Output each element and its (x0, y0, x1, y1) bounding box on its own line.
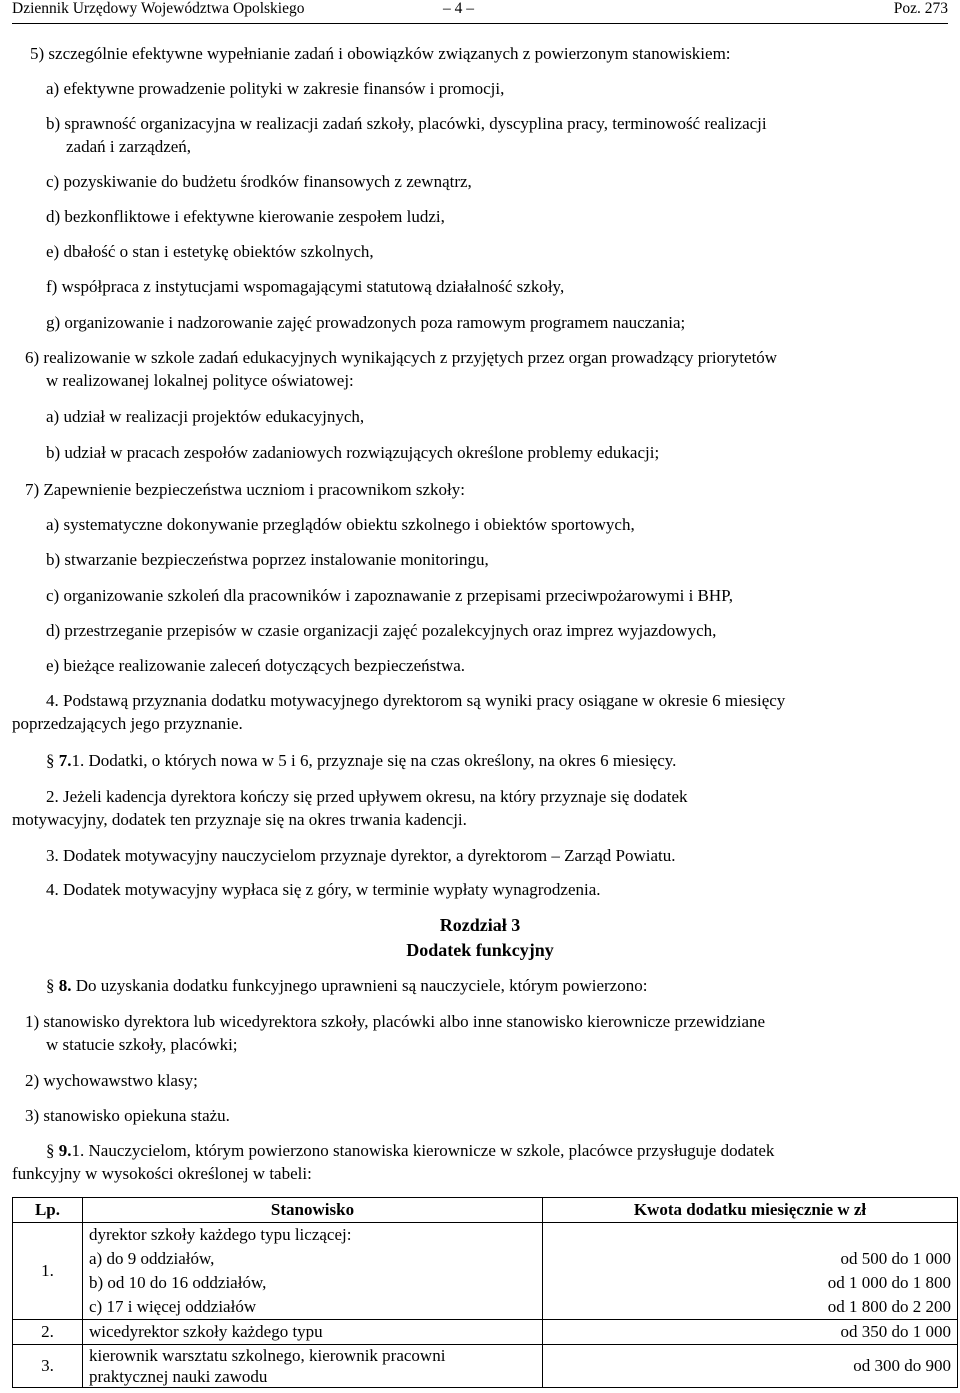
sub-item-5a: a) efektywne prowadzenie polityki w zakresie finansów i promocji, (46, 79, 505, 98)
section-8-number: 8. (58, 976, 72, 995)
section-9-number: 9. (58, 1141, 72, 1160)
header-lp: Lp. (13, 1198, 83, 1223)
paragraph-item-6-continued: w realizowanej lokalnej polityce oświatowej: (46, 371, 354, 390)
section-8-paragraph (46, 976, 647, 996)
sub-item-5c: c) pozyskiwanie do budżetu środków finansowych z zewnątrz, (46, 172, 472, 191)
section-8-text: Do uzyskania dodatku funkcyjnego uprawnieni są nauczyciele, którym powierzono: (75, 976, 648, 995)
section-symbol: § (46, 751, 59, 770)
row-2-lp: 2. (13, 1320, 83, 1345)
row-1-position-line: b) od 10 do 16 oddziałów, (89, 1273, 267, 1292)
section-7-2-continued: motywacyjny, dodatek ten przyznaje się na okres trwania kadencji. (12, 810, 467, 829)
section-4-paragraph-continued: poprzedzających jego przyznanie. (12, 714, 243, 733)
table-row (13, 1345, 958, 1388)
section-9-paragraph (46, 1141, 774, 1161)
row-1-position-line: a) do 9 oddziałów, (89, 1249, 215, 1268)
paragraph-item-7: 7) Zapewnienie bezpieczeństwa uczniom i pracownikom szkoły: (25, 480, 465, 499)
sub-item-7b: b) stwarzanie bezpieczeństwa poprzez instalowanie monitoringu, (46, 550, 489, 569)
sub-item-7d: d) przestrzeganie przepisów w czasie organizacji zajęć pozalekcyjnych oraz imprez wyjazdowych, (46, 621, 717, 640)
sub-item-6b: b) udział w pracach zespołów zadaniowych rozwiązujących określone problemy edukacji; (46, 443, 660, 462)
section-9-1-text: 1. Nauczycielom, którym powierzono stanowiska kierownicze w szkole, placówce przysługuje dodatek (71, 1141, 775, 1160)
section-9-continued: funkcyjny w wysokości określonej w tabeli: (12, 1164, 312, 1183)
position-number: Poz. 273 (893, 0, 948, 17)
sub-item-5b-continued: zadań i zarządzeń, (66, 137, 192, 156)
sub-item-5b: b) sprawność organizacyjna w realizacji zadań szkoły, placówki, dyscyplina pracy, terminowość realizacji (46, 114, 767, 133)
section-8-item-3: 3) stanowisko opiekuna stażu. (25, 1106, 230, 1125)
row-1-position (83, 1223, 543, 1320)
allowance-table (12, 1197, 958, 1388)
table-row (13, 1320, 958, 1345)
sub-item-5e: e) dbałość o stan i estetykę obiektów szkolnych, (46, 242, 374, 261)
row-1-amount-line: od 1 800 do 2 200 (827, 1297, 951, 1316)
paragraph-item-6: 6) realizowanie w szkole zadań edukacyjnych wynikających z przyjętych przez organ prowadzący priorytetów (25, 348, 778, 367)
header-amount: Kwota dodatku miesięcznie w zł (543, 1198, 958, 1223)
journal-title: Dziennik Urzędowy Województwa Opolskiego (12, 0, 305, 17)
table-header-row (13, 1198, 958, 1223)
section-7-1-text: 1. Dodatki, o których nowa w 5 i 6, przyznaje się na czas określony, na okres 6 miesięcy. (71, 751, 677, 770)
row-1-amount (543, 1223, 958, 1320)
paragraph-item-5: 5) szczególnie efektywne wypełnianie zadań i obowiązków związanych z powierzonym stanowiskiem: (30, 44, 731, 63)
section-8-item-2: 2) wychowawstwo klasy; (25, 1071, 198, 1090)
row-3-position-line: praktycznej nauki zawodu (89, 1367, 268, 1386)
row-1-amount-line: od 500 do 1 000 (840, 1249, 951, 1268)
sub-item-5f: f) współpraca z instytucjami wspomagającymi statutową działalność szkoły, (46, 277, 565, 296)
table-row (13, 1223, 958, 1320)
row-3-position (83, 1345, 543, 1388)
sub-item-5d: d) bezkonfliktowe i efektywne kierowanie zespołem ludzi, (46, 207, 445, 226)
chapter-number: Rozdział 3 (439, 915, 521, 935)
page-header (12, 0, 948, 24)
sub-item-7e: e) bieżące realizowanie zaleceń dotyczących bezpieczeństwa. (46, 656, 466, 675)
row-1-position-line: dyrektor szkoły każdego typu liczącej: (89, 1225, 352, 1244)
sub-item-5g: g) organizowanie i nadzorowanie zajęć prowadzonych poza ramowym programem nauczania; (46, 313, 686, 332)
section-7-3-paragraph: 3. Dodatek motywacyjny nauczycielom przyznaje dyrektor, a dyrektorom – Zarząd Powiatu. (46, 846, 676, 865)
sub-item-7c: c) organizowanie szkoleń dla pracowników i zapoznawanie z przepisami przeciwpożarowymi i BHP, (46, 586, 733, 605)
section-7-paragraph (46, 751, 676, 771)
section-symbol: § (46, 976, 59, 995)
section-7-2-paragraph: 2. Jeżeli kadencja dyrektora kończy się przed upływem okresu, na który przyznaje się dodatek (46, 787, 688, 806)
row-3-amount: od 300 do 900 (543, 1345, 958, 1388)
row-2-amount: od 350 do 1 000 (543, 1320, 958, 1345)
row-1-lp: 1. (13, 1223, 83, 1320)
page-number: – 4 – (443, 0, 474, 17)
row-2-position: wicedyrektor szkoły każdego typu (83, 1320, 543, 1345)
chapter-title: Dodatek funkcyjny (406, 940, 554, 960)
sub-item-7a: a) systematyczne dokonywanie przeglądów obiektu szkolnego i obiektów sportowych, (46, 515, 635, 534)
row-1-position-line: c) 17 i więcej oddziałów (89, 1297, 257, 1316)
section-8-item-1: 1) stanowisko dyrektora lub wicedyrektora szkoły, placówki albo inne stanowisko kierownicze przewidziane (25, 1012, 766, 1031)
section-symbol: § (46, 1141, 59, 1160)
section-7-number: 7. (58, 751, 72, 770)
row-3-position-line: kierownik warsztatu szkolnego, kierownik pracowni (89, 1346, 446, 1365)
row-1-amount-line: od 1 000 do 1 800 (827, 1273, 951, 1292)
sub-item-6a: a) udział w realizacji projektów edukacyjnych, (46, 407, 365, 426)
section-8-item-1-continued: w statucie szkoły, placówki; (46, 1035, 238, 1054)
section-4-paragraph: 4. Podstawą przyznania dodatku motywacyjnego dyrektorom są wyniki pracy osiągane w okresie 6 miesięcy (46, 691, 786, 710)
header-position: Stanowisko (83, 1198, 543, 1223)
row-3-lp: 3. (13, 1345, 83, 1388)
section-7-4-paragraph: 4. Dodatek motywacyjny wypłaca się z góry, w terminie wypłaty wynagrodzenia. (46, 880, 601, 899)
